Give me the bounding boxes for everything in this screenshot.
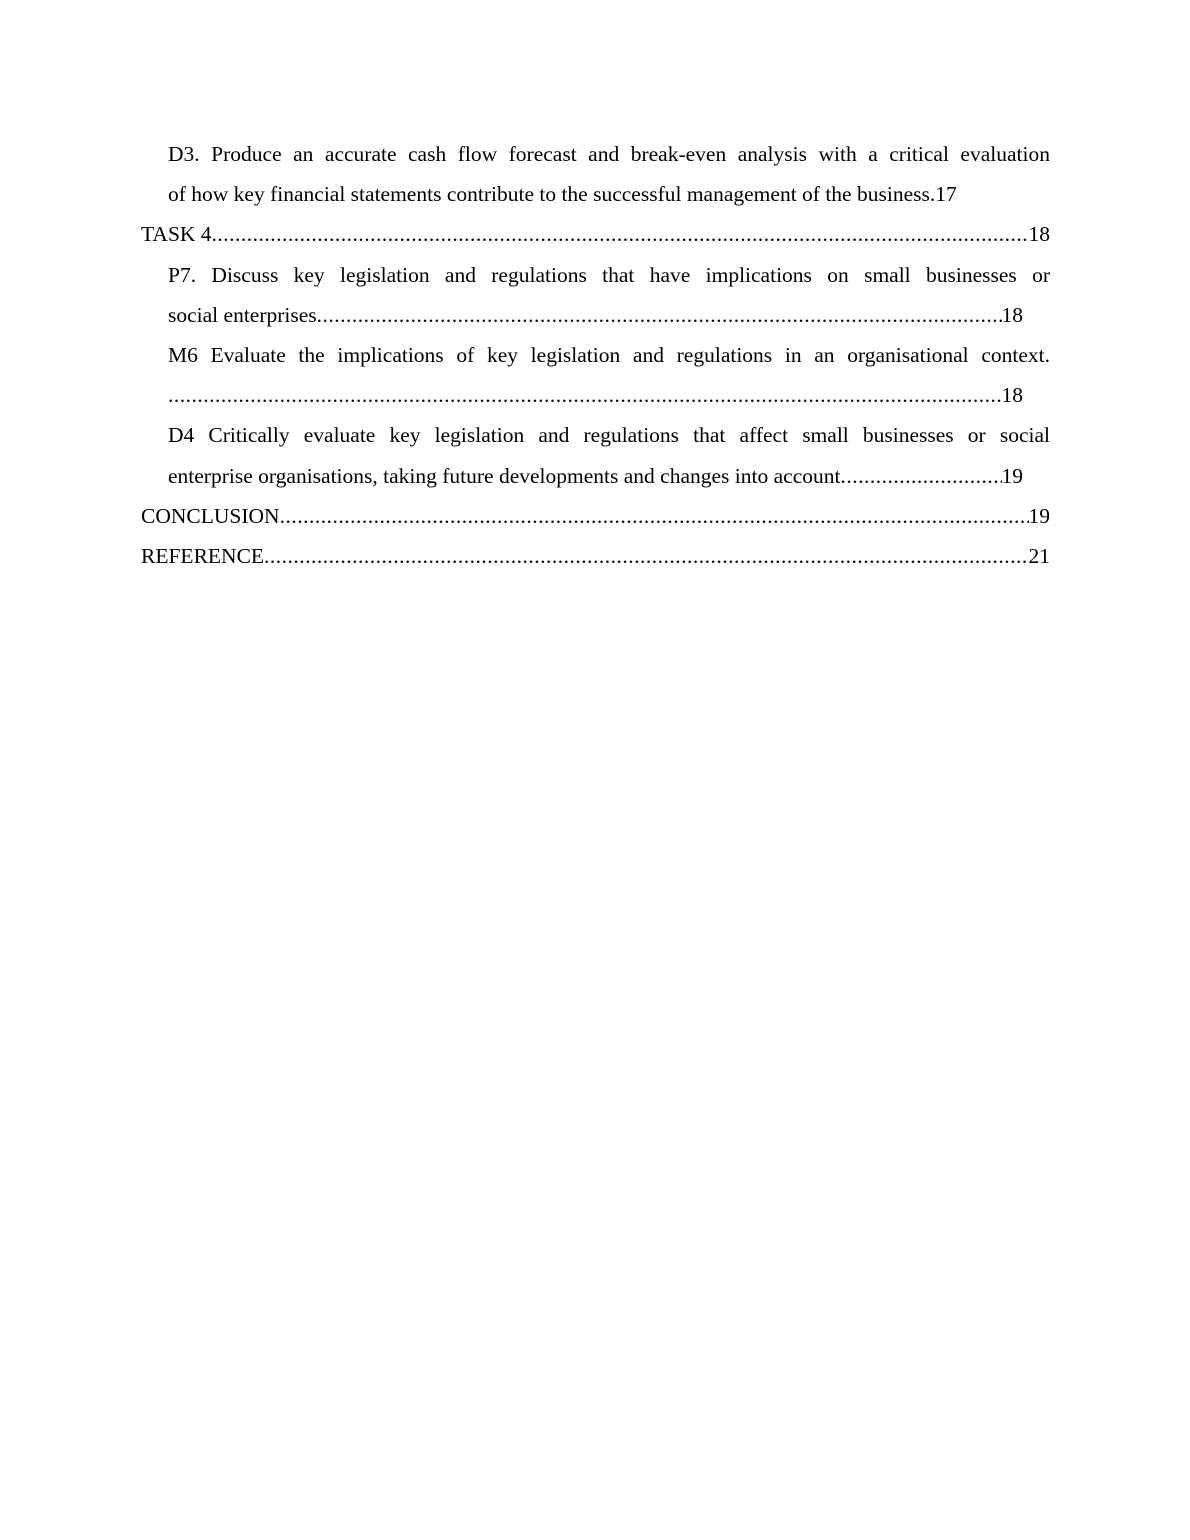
toc-leader-dots <box>317 295 1002 335</box>
toc-entry-task-4[interactable] <box>141 214 1050 254</box>
toc-entry-line <box>141 214 1050 254</box>
toc-leader-dots <box>840 456 1001 496</box>
toc-entry-reference[interactable] <box>141 536 1050 576</box>
toc-entry-text-line: D4 Critically evaluate key legislation and regulations that affect small businesses or social <box>168 423 1050 448</box>
toc-entry-last-line <box>168 174 1050 214</box>
toc-entry-last-line <box>168 456 1050 496</box>
toc-entry-d4[interactable] <box>168 415 1050 495</box>
toc-entry-line <box>141 536 1050 576</box>
toc-entry-conclusion[interactable] <box>141 496 1050 536</box>
toc-page-number: 18 <box>1001 383 1023 408</box>
table-of-contents <box>141 134 1050 576</box>
toc-entry-p7[interactable] <box>168 255 1050 335</box>
toc-entry-m6[interactable] <box>168 335 1050 415</box>
toc-leader-dots <box>168 375 1002 415</box>
toc-entry-text-tail: social enterprises <box>168 302 317 327</box>
toc-leader-dots <box>264 536 1028 576</box>
toc-page-number: 19 <box>1001 463 1023 488</box>
toc-page-number: 18 <box>1028 222 1050 247</box>
toc-entry-text-line: M6 Evaluate the implications of key legislation and regulations in an organisational context. <box>168 343 1050 368</box>
toc-leader-dots <box>280 496 1029 536</box>
toc-entry-text-tail: enterprise organisations, taking future developments and changes into account <box>168 463 841 488</box>
toc-entry-d3[interactable] <box>168 134 1050 214</box>
toc-entry-last-line <box>168 375 1050 415</box>
toc-page-number: 17 <box>935 182 957 207</box>
toc-entry-title: TASK 4 <box>141 222 212 247</box>
toc-entry-last-line <box>168 295 1050 335</box>
toc-entry-line <box>141 496 1050 536</box>
toc-entry-text-line: P7. Discuss key legislation and regulations that have implications on small businesses or <box>168 262 1050 287</box>
toc-entry-text-tail: of how key financial statements contribute to the successful management of the business. <box>168 182 936 207</box>
toc-entry-title: REFERENCE <box>141 544 265 569</box>
toc-page-number: 18 <box>1001 302 1023 327</box>
toc-leader-dots <box>212 214 1029 254</box>
toc-entry-text-line: D3. Produce an accurate cash flow forecast and break-even analysis with a critical evaluation <box>168 142 1050 166</box>
toc-entry-title: CONCLUSION <box>141 503 280 528</box>
toc-page-number: 19 <box>1028 503 1050 528</box>
toc-page-number: 21 <box>1028 544 1050 569</box>
